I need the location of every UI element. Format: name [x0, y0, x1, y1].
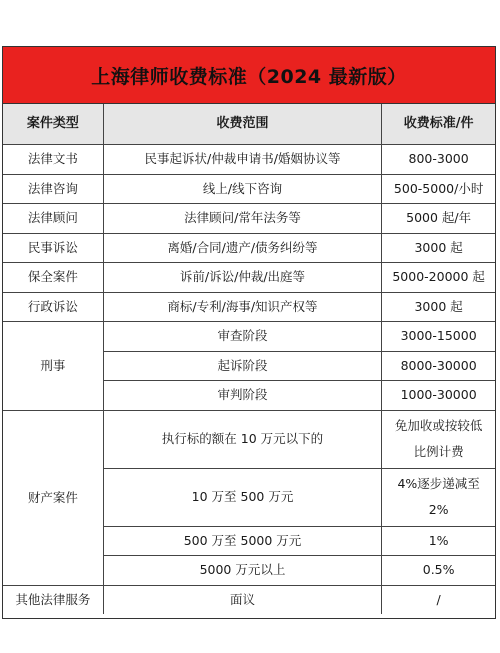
case-type-cell-property: 财产案件 [3, 410, 103, 585]
case-type-cell-criminal: 刑事 [3, 322, 103, 411]
table-row [3, 233, 495, 263]
scope-cell: 10 万至 500 万元 [103, 468, 382, 526]
table-row [3, 322, 495, 352]
fee-table [3, 104, 495, 614]
fee-cell: 800-3000 [382, 145, 495, 175]
fee-cell: 1% [382, 526, 495, 556]
fee-cell: / [382, 585, 495, 614]
scope-cell: 离婚/合同/遗产/债务纠纷等 [103, 233, 382, 263]
fee-cell: 3000 起 [382, 233, 495, 263]
case-type-cell: 法律咨询 [3, 174, 103, 204]
scope-cell: 5000 万元以上 [103, 556, 382, 586]
fee-cell [382, 410, 495, 468]
table-row [3, 263, 495, 293]
scope-cell: 法律顾问/常年法务等 [103, 204, 382, 234]
fee-cell: 5000-20000 起 [382, 263, 495, 293]
fee-cell: 3000 起 [382, 292, 495, 322]
table-row [3, 585, 495, 614]
table-row [3, 410, 495, 468]
table-header-row [3, 104, 495, 145]
scope-cell: 线上/线下咨询 [103, 174, 382, 204]
scope-cell: 执行标的额在 10 万元以下的 [103, 410, 382, 468]
fee-cell: 5000 起/年 [382, 204, 495, 234]
case-type-cell: 民事诉讼 [3, 233, 103, 263]
fee-cell: 500-5000/小时 [382, 174, 495, 204]
case-type-cell: 保全案件 [3, 263, 103, 293]
table-row [3, 145, 495, 175]
fee-line: 比例计费 [413, 444, 464, 459]
table-row [3, 174, 495, 204]
case-type-cell: 行政诉讼 [3, 292, 103, 322]
table-row [3, 204, 495, 234]
fee-line: 免加收或按较低 [394, 417, 483, 433]
case-type-cell: 法律文书 [3, 145, 103, 175]
table-row [3, 292, 495, 322]
fee-line: 2% [428, 502, 449, 517]
fee-line: 4%逐步递减至 [397, 475, 480, 491]
fee-cell: 0.5% [382, 556, 495, 586]
fee-cell: 1000-30000 [382, 381, 495, 411]
header-scope: 收费范围 [103, 104, 382, 145]
scope-cell: 民事起诉状/仲裁申请书/婚姻协议等 [103, 145, 382, 175]
scope-cell: 诉前/诉讼/仲裁/出庭等 [103, 263, 382, 293]
scope-cell: 面议 [103, 585, 382, 614]
fee-cell [382, 468, 495, 526]
case-type-cell: 法律顾问 [3, 204, 103, 234]
scope-cell: 商标/专利/海事/知识产权等 [103, 292, 382, 322]
scope-cell: 审判阶段 [103, 381, 382, 411]
fee-table-sheet [2, 46, 496, 619]
header-fee: 收费标准/件 [382, 104, 495, 145]
scope-cell: 起诉阶段 [103, 351, 382, 381]
fee-cell: 3000-15000 [382, 322, 495, 352]
case-type-cell: 其他法律服务 [3, 585, 103, 614]
page-title: 上海律师收费标准（2024 最新版） [3, 47, 495, 104]
header-case-type: 案件类型 [3, 104, 103, 145]
scope-cell: 500 万至 5000 万元 [103, 526, 382, 556]
scope-cell: 审查阶段 [103, 322, 382, 352]
fee-cell: 8000-30000 [382, 351, 495, 381]
